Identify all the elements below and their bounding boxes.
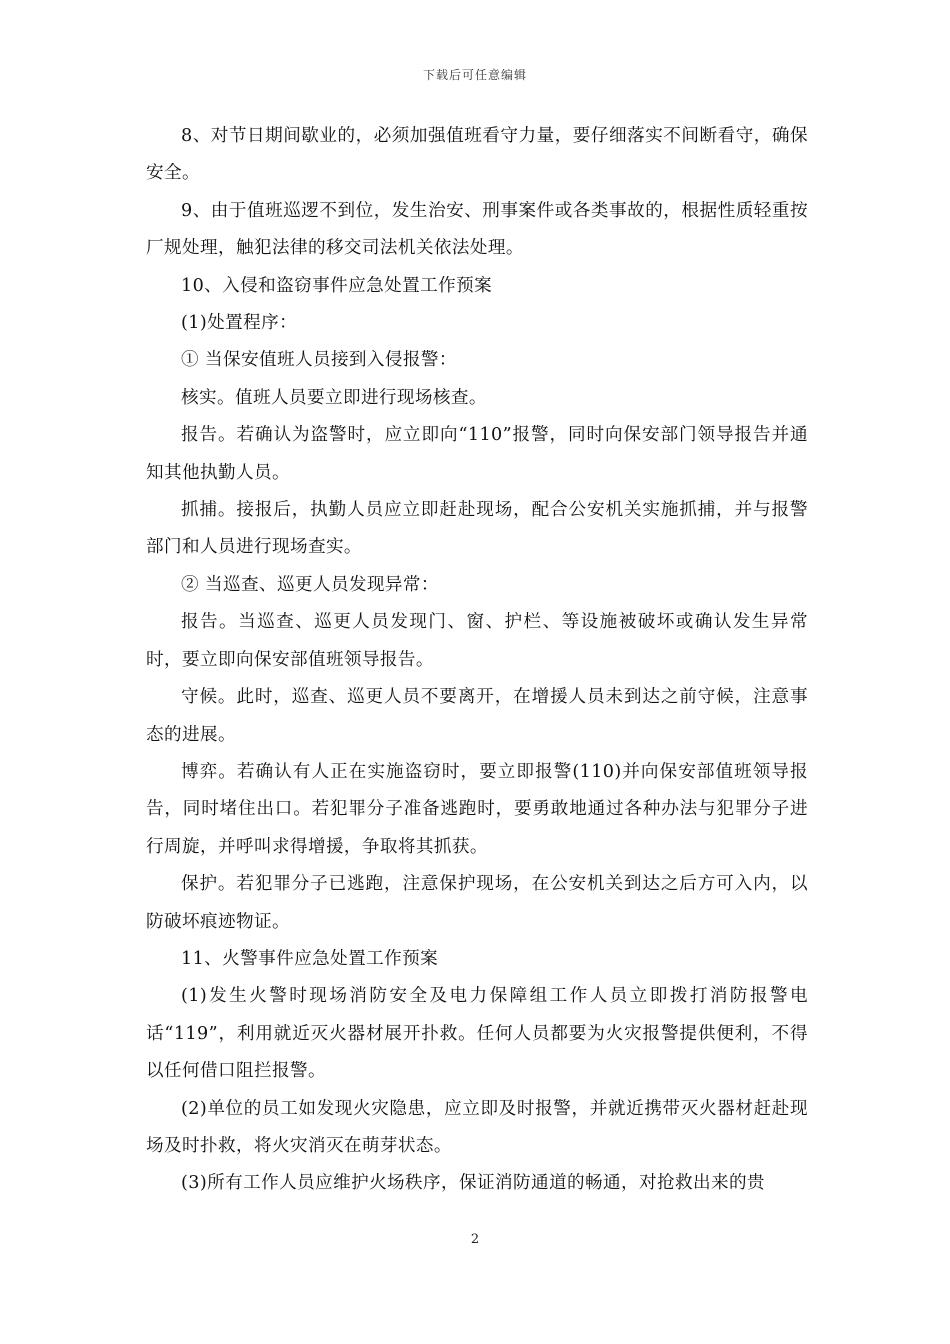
item-intrusion-alarm: ① 当保安值班人员接到入侵报警：: [181, 350, 457, 371]
item-patrol-anomaly: ② 当巡查、巡更人员发现异常：: [181, 574, 439, 595]
paragraph-9: 9、由于值班巡逻不到位，发生治安、刑事案件或各类事故的，根据性质轻重按厂规处理，触犯法律的移交司法机关依法处理。: [146, 200, 808, 259]
section-heading-10: 10、入侵和盗窃事件应急处置工作预案: [181, 275, 493, 296]
paragraph-report: 报告。若确认为盗警时，应立即向“110”报警，同时向保安部门领导报告并通知其他执勤人员。: [146, 425, 808, 483]
paragraph-8: 8、对节日期间歇业的，必须加强值班看守力量，要仔细落实不间断看守，确保安全。: [146, 126, 808, 184]
paragraph-engage: 博弈。若确认有人正在实施盗窃时，要立即报警(110)并向保安部值班领导报告，同时堵住出口。若犯罪分子准备逃跑时，要勇敢地通过各种办法与犯罪分子进行周旋，并呼叫求得增援，争取将其抓获。: [146, 761, 808, 857]
section-heading-11: 11、火警事件应急处置工作预案: [181, 948, 439, 969]
paragraph-fire-2: (2)单位的员工如发现火灾隐患，应立即及时报警，并就近携带灭火器材赶赴现场及时扑救，将火灾消灭在萌芽状态。: [146, 1098, 808, 1156]
paragraph-protect-scene: 保护。若犯罪分子已逃跑，注意保护现场，在公安机关到达之后方可入内，以防破坏痕迹物证。: [146, 874, 808, 932]
subheading-procedure: (1)处置程序：: [181, 313, 298, 334]
document-body: [146, 118, 808, 1203]
paragraph-wait: 守候。此时，巡查、巡更人员不要离开，在增援人员未到达之前守候，注意事态的进展。: [146, 687, 808, 745]
paragraph-fire-1: (1)发生火警时现场消防安全及电力保障组工作人员立即拨打消防报警电话“119”，利用就近灭火器材展开扑救。任何人员都要为火灾报警提供便利，不得以任何借口阻拦报警。: [146, 986, 808, 1082]
page-header: 下载后可任意编辑: [422, 68, 527, 82]
paragraph-fire-3: (3)所有工作人员应维护火场秩序，保证消防通道的畅通，对抢救出来的贵: [181, 1173, 765, 1194]
paragraph-arrest: 抓捕。接报后，执勤人员应立即赶赴现场，配合公安机关实施抓捕，并与报警部门和人员进行现场查实。: [146, 500, 808, 558]
paragraph-verify: 核实。值班人员要立即进行现场核查。: [181, 387, 487, 408]
page-number: 2: [470, 1232, 480, 1247]
paragraph-report-anomaly: 报告。当巡查、巡更人员发现门、窗、护栏、等设施被破坏或确认发生异常时，要立即向保安部值班领导报告。: [146, 612, 808, 670]
